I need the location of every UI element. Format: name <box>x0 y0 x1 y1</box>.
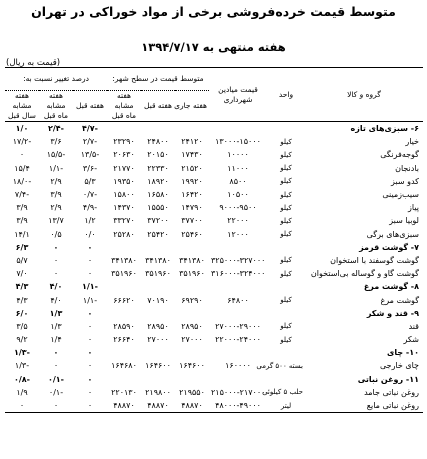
header-pct-similar-year: هفته مشابه سال قبل <box>8 91 36 120</box>
row-pct-previous-week: -۲/۷ <box>82 137 98 147</box>
price-table <box>5 67 423 413</box>
row-current-week <box>175 307 209 320</box>
table-row <box>5 359 423 372</box>
row-unit: کیلو <box>280 322 292 331</box>
row-pct-previous-week: -۱/۱ <box>81 282 98 292</box>
row-pct-previous-week: -۱۳/۵ <box>80 150 100 160</box>
row-previous-week: ۳۷۲۰۰ <box>147 216 169 226</box>
row-pct-previous-week: ۰ <box>87 374 93 384</box>
row-pct-similar-month: ۰ <box>39 399 73 413</box>
row-pct-similar-year: ۴/۳ <box>15 282 29 292</box>
row-pct-similar-month: ۰/۵ <box>50 229 62 239</box>
table-row <box>5 254 423 267</box>
row-pct-similar-month: ۳/۹ <box>50 190 62 200</box>
row-name: پیاز <box>408 203 419 213</box>
header-avg-price-group: متوسط قیمت در سطح شهر: <box>107 68 209 91</box>
row-unit: کیلو <box>280 335 292 344</box>
row-pct-similar-month: -۱۵/۵ <box>46 150 66 160</box>
category-row <box>5 307 423 320</box>
row-field-price: ۴۸۰۰۰-۴۹۰۰۰ <box>209 399 267 413</box>
row-pct-similar-year: -۱/۳ <box>14 361 30 371</box>
row-current-week: ۲۱۵۲۰ <box>181 163 203 173</box>
row-pct-similar-year: ۳/۵ <box>16 321 28 331</box>
row-unit <box>267 280 305 293</box>
row-similar-prev-month: ۳۵۱۹۶۰ <box>111 269 137 279</box>
table-row <box>5 188 423 201</box>
row-pct-previous-week: ۱/۲ <box>84 216 96 226</box>
row-previous-week: ۴۸۸۷۰ <box>141 399 175 413</box>
row-similar-prev-month: ۲۵۲۸۰ <box>113 229 135 239</box>
row-previous-week <box>141 280 175 293</box>
row-unit <box>267 307 305 320</box>
row-pct-similar-year: -۱۸/۰ <box>12 176 32 186</box>
row-previous-week: ۲۴۸۰۰ <box>147 137 169 147</box>
row-pct-similar-year: ۰ <box>19 150 25 160</box>
row-field-price: ۳۲۵۰۰۰-۳۲۷۰۰۰ <box>211 255 266 265</box>
row-name: خیار <box>405 137 419 147</box>
row-name: بادنجان <box>395 163 419 173</box>
row-previous-week: ۲۸۹۵۰ <box>147 321 169 331</box>
row-pct-similar-year: ۰ <box>5 399 39 413</box>
row-pct-previous-week: ۰/۰ <box>84 229 96 239</box>
row-current-week: ۲۷۰۰۰ <box>181 335 203 345</box>
row-pct-similar-month: -۰/۱ <box>47 374 64 384</box>
row-similar-prev-month <box>107 280 141 293</box>
row-similar-prev-month: ۲۸۵۹۰ <box>113 321 135 331</box>
row-pct-similar-month: ۲/۹ <box>50 203 62 213</box>
row-previous-week <box>141 307 175 320</box>
row-pct-similar-year: ۴/۳ <box>16 295 28 305</box>
row-name: روغن نباتی جامد <box>364 387 419 397</box>
table-row <box>5 228 423 241</box>
row-current-week <box>175 241 209 254</box>
header-field-price: قیمت میادین شهرداری <box>218 84 258 104</box>
header-similar-week-prev-month: هفته مشابه ماه قبل <box>111 91 137 120</box>
row-unit: حلب ۵ کیلوئی <box>262 388 303 397</box>
row-previous-week: ۳۴۱۳۸۰ <box>145 255 171 265</box>
row-pct-similar-year: -۰/۸ <box>13 374 30 384</box>
row-previous-week: ۳۵۱۹۶۰ <box>145 269 171 279</box>
row-pct-similar-month: ۱/۴ <box>50 335 62 345</box>
unit-note: (قیمت به ریال) <box>6 58 61 68</box>
table-row <box>5 399 423 413</box>
row-unit: کیلو <box>280 230 292 239</box>
row-pct-similar-month: ۰ <box>53 242 59 252</box>
row-previous-week: ۲۲۳۳۰ <box>147 163 169 173</box>
row-pct-similar-month: ۱/۳ <box>49 308 63 318</box>
header-pct-previous-week: هفته قبل <box>76 101 104 110</box>
row-name: لوبیا سبز <box>389 216 419 226</box>
row-pct-previous-week: -۴/۹ <box>82 203 98 213</box>
row-similar-prev-month: ۲۰۶۳۰ <box>113 150 135 160</box>
row-pct-previous-week: ۵/۳ <box>84 176 96 186</box>
header-unit: واحد <box>278 89 294 99</box>
row-unit: کیلو <box>280 164 292 173</box>
row-pct-previous-week: ۰ <box>87 255 93 265</box>
row-unit: کیلو <box>280 203 292 212</box>
row-field-price: ۱۱۰۰۰ <box>227 163 249 173</box>
row-name: ۱۰- چای <box>387 348 419 358</box>
row-unit <box>267 122 305 136</box>
row-current-week: ۲۵۴۶۰ <box>181 229 203 239</box>
row-name: قند <box>408 321 419 331</box>
row-field-price: ۲۲۰۰۰ <box>227 216 249 226</box>
row-similar-prev-month <box>107 122 141 136</box>
row-field-price: ۸۵۰۰ <box>229 176 247 186</box>
row-similar-prev-month: ۱۵۸۰۰ <box>113 190 135 200</box>
row-name: کدو سبز <box>391 176 419 186</box>
row-field-price: ۲۷۰۰۰-۲۹۰۰۰ <box>215 321 261 331</box>
category-row <box>5 241 423 254</box>
row-unit: کیلو <box>280 177 292 186</box>
row-name: ۸- گوشت مرغ <box>363 282 419 292</box>
row-unit: کیلو <box>280 296 292 305</box>
row-pct-similar-year: ۱۴/۱ <box>14 229 30 239</box>
row-unit: بسته ۵۰۰ گرمی <box>256 361 303 370</box>
row-pct-similar-month: ۳/۶ <box>50 137 62 147</box>
row-pct-similar-month: ۰ <box>53 348 59 358</box>
row-pct-previous-week: -۱/۱ <box>82 295 98 305</box>
row-pct-similar-year: ۱۵/۴ <box>14 163 30 173</box>
row-field-price <box>209 346 267 359</box>
row-previous-week: ۱۶۵۸۰ <box>147 190 169 200</box>
row-name: ۶- سبزی‌های تازه <box>350 124 419 134</box>
header-pct-change-group: درصد تغییر نسبت به: <box>5 68 107 91</box>
row-pct-similar-year: ۱/۰ <box>15 124 29 134</box>
row-similar-prev-month <box>107 373 141 386</box>
row-similar-prev-month <box>107 346 141 359</box>
row-field-price <box>209 373 267 386</box>
row-current-week <box>175 373 209 386</box>
row-previous-week <box>141 241 175 254</box>
row-pct-previous-week: ۰ <box>87 361 93 371</box>
row-pct-similar-month: ۴/۰ <box>50 295 62 305</box>
row-pct-previous-week: ۰ <box>73 399 107 413</box>
row-name: سیب‌زمینی <box>382 190 419 200</box>
row-similar-prev-month: ۱۹۳۵۰ <box>113 176 135 186</box>
document-subtitle: هفته منتهی به ۱۳۹۴/۷/۱۷ <box>141 40 286 54</box>
table-row <box>5 175 423 188</box>
row-unit <box>267 241 305 254</box>
row-name: گوشت گاو و گوساله بی‌استخوان <box>310 269 419 279</box>
row-current-week: ۳۴۱۳۸۰ <box>179 255 205 265</box>
row-unit: کیلو <box>280 190 292 199</box>
row-field-price: ۲۱۵۰۰۰-۲۱۷۰۰۰ <box>211 387 266 397</box>
row-unit: کیلو <box>280 216 292 225</box>
row-pct-similar-year: ۳/۹ <box>16 203 28 213</box>
row-pct-similar-year: ۵/۷ <box>16 255 28 265</box>
row-unit <box>267 373 305 386</box>
row-field-price: ۱۳۰۰۰-۱۵۰۰۰ <box>215 137 261 147</box>
header-pct-similar-month: هفته مشابه ماه قبل <box>43 91 69 120</box>
table-row <box>5 386 423 399</box>
row-pct-similar-month: ۴/۰ <box>49 282 63 292</box>
category-row <box>5 373 423 386</box>
row-pct-similar-month: ۱/۳ <box>50 321 62 331</box>
row-pct-previous-week: ۰ <box>87 348 93 358</box>
row-name: گوشت مرغ <box>380 295 419 305</box>
table-row <box>5 293 423 306</box>
row-current-week: ۱۶۴۲۰ <box>181 190 203 200</box>
document-title: متوسط قیمت خرده‌فروشی برخی از مواد خوراکی در تهران <box>31 4 396 19</box>
row-previous-week: ۲۵۴۲۰ <box>147 229 169 239</box>
row-similar-prev-month: ۲۶۶۴۰ <box>113 335 135 345</box>
row-unit: لیتر <box>267 399 305 413</box>
row-similar-prev-month <box>107 241 141 254</box>
row-current-week: ۱۶۴۶۰۰ <box>179 361 205 371</box>
row-similar-prev-month: ۴۸۸۷۰ <box>107 399 141 413</box>
row-previous-week: ۱۶۴۶۰۰ <box>145 361 171 371</box>
row-name: سبزی‌های برگی <box>366 229 419 239</box>
row-field-price: ۶۴۸۰۰ <box>227 295 249 305</box>
row-pct-similar-year: ۳/۹ <box>16 216 28 226</box>
row-name: چای خارجی <box>379 361 419 371</box>
row-previous-week: ۲۷۰۰۰ <box>147 335 169 345</box>
row-name: شکر <box>403 335 419 345</box>
header-current-week: هفته جاری <box>174 101 207 110</box>
row-field-price <box>209 307 267 320</box>
row-current-week: ۲۱۹۵۵۰ <box>179 387 205 397</box>
row-pct-previous-week: -۴/۷ <box>81 124 98 134</box>
row-current-week: ۱۹۹۲۰ <box>181 176 203 186</box>
row-pct-previous-week: ۰ <box>87 321 93 331</box>
row-field-price: ۱۰۵۰۰ <box>227 190 249 200</box>
row-similar-prev-month: ۱۶۴۶۸۰ <box>111 361 137 371</box>
header-previous-week: هفته قبل <box>144 101 172 110</box>
row-previous-week <box>141 122 175 136</box>
row-pct-previous-week: ۰ <box>87 269 93 279</box>
row-current-week <box>175 122 209 136</box>
row-similar-prev-month: ۶۶۶۲۰ <box>113 295 135 305</box>
row-pct-similar-year: ۷/۰ <box>16 269 28 279</box>
table-row <box>5 148 423 161</box>
row-similar-prev-month: ۳۴۱۳۸۰ <box>111 255 137 265</box>
row-pct-similar-year: ۶/۳ <box>15 242 29 252</box>
table-row <box>5 333 423 346</box>
row-field-price <box>209 122 267 136</box>
row-current-week: ۲۴۱۲۰ <box>181 137 203 147</box>
row-field-price: ۳۱۶۰۰۰-۳۲۴۰۰۰ <box>211 269 266 279</box>
table-row <box>5 162 423 175</box>
row-pct-previous-week: ۰ <box>87 242 93 252</box>
row-unit: کیلو <box>280 150 292 159</box>
table-row <box>5 267 423 280</box>
row-field-price <box>209 241 267 254</box>
row-pct-similar-month: -۱/۱ <box>48 163 64 173</box>
row-pct-similar-month: ۱۳/۷ <box>48 216 64 226</box>
row-name: ۹- قند و شکر <box>366 308 419 318</box>
row-similar-prev-month: ۱۴۳۷۰ <box>113 203 135 213</box>
row-current-week: ۱۷۴۳۰ <box>181 150 203 160</box>
row-unit: کیلو <box>280 256 292 265</box>
row-name: ۱۱- روغن نباتی <box>357 374 419 384</box>
row-name: گوشت گوسفند با استخوان <box>330 255 419 265</box>
row-similar-prev-month: ۲۳۲۹۰ <box>113 137 135 147</box>
row-pct-similar-year: ۶/۰ <box>15 308 29 318</box>
row-current-week: ۶۹۲۹۰ <box>181 295 203 305</box>
row-pct-similar-month: ۰ <box>53 361 59 371</box>
table-row <box>5 214 423 227</box>
row-pct-similar-month: -۲/۴ <box>47 124 64 134</box>
row-pct-similar-month: ۰ <box>53 255 59 265</box>
row-name: گوجه‌فرنگی <box>380 150 419 160</box>
row-current-week: ۳۵۱۹۶۰ <box>179 269 205 279</box>
row-similar-prev-month <box>107 307 141 320</box>
row-field-price: ۹۰۰۰-۹۵۰۰ <box>219 203 257 213</box>
row-pct-previous-week: -۰/۷ <box>82 190 98 200</box>
row-previous-week: ۲۰۱۵۰ <box>147 150 169 160</box>
row-pct-similar-year: ۹/۲ <box>16 335 28 345</box>
row-pct-similar-year: -۱۷/۲ <box>12 137 32 147</box>
header-group: گروه و کالا <box>347 89 381 99</box>
row-name: روغن نباتی مایع <box>305 399 423 413</box>
row-previous-week <box>141 373 175 386</box>
category-row <box>5 122 423 136</box>
table-row <box>5 201 423 214</box>
row-unit: کیلو <box>280 269 292 278</box>
row-unit <box>267 346 305 359</box>
row-previous-week <box>141 346 175 359</box>
row-field-price <box>209 280 267 293</box>
row-field-price: ۲۲۰۰۰-۲۴۰۰۰ <box>215 335 261 345</box>
row-pct-similar-year: -۱/۳ <box>13 348 30 358</box>
row-pct-similar-year: -۷/۴ <box>14 190 30 200</box>
row-pct-previous-week: ۰ <box>87 335 93 345</box>
row-current-week <box>175 346 209 359</box>
table-row <box>5 320 423 333</box>
row-current-week: ۳۷۷۰۰ <box>181 216 203 226</box>
table-row <box>5 135 423 148</box>
row-pct-similar-year: ۱/۹ <box>16 387 28 397</box>
row-name: ۷- گوشت قرمز <box>359 242 419 252</box>
row-current-week: ۴۸۸۷۰ <box>175 399 209 413</box>
row-pct-previous-week: ۰ <box>87 387 93 397</box>
row-field-price: ۱۶۰۰۰۰ <box>225 361 251 371</box>
row-previous-week: ۱۸۹۲۰ <box>147 176 169 186</box>
row-pct-similar-month: ۰ <box>53 269 59 279</box>
category-row <box>5 346 423 359</box>
row-unit: کیلو <box>280 137 292 146</box>
row-similar-prev-month: ۲۱۷۷۰ <box>113 163 135 173</box>
row-pct-similar-month: -۰/۱ <box>48 387 64 397</box>
row-field-price: ۱۲۰۰۰ <box>227 229 249 239</box>
category-row <box>5 280 423 293</box>
row-similar-prev-month: ۳۳۲۷۰ <box>113 216 135 226</box>
row-similar-prev-month: ۲۲۰۱۳۰ <box>111 387 137 397</box>
row-pct-similar-month: ۲/۹ <box>50 176 62 186</box>
row-previous-week: ۱۵۵۵۰ <box>147 203 169 213</box>
row-pct-previous-week: ۰ <box>87 308 93 318</box>
row-pct-previous-week: -۳/۶ <box>82 163 98 173</box>
row-current-week: ۱۴۷۹۰ <box>181 203 203 213</box>
row-previous-week: ۷۰۱۹۰ <box>147 295 169 305</box>
row-field-price: ۱۰۰۰۰ <box>227 150 249 160</box>
row-previous-week: ۲۱۹۸۰۰ <box>145 387 171 397</box>
row-current-week: ۲۸۹۵۰ <box>181 321 203 331</box>
row-current-week <box>175 280 209 293</box>
